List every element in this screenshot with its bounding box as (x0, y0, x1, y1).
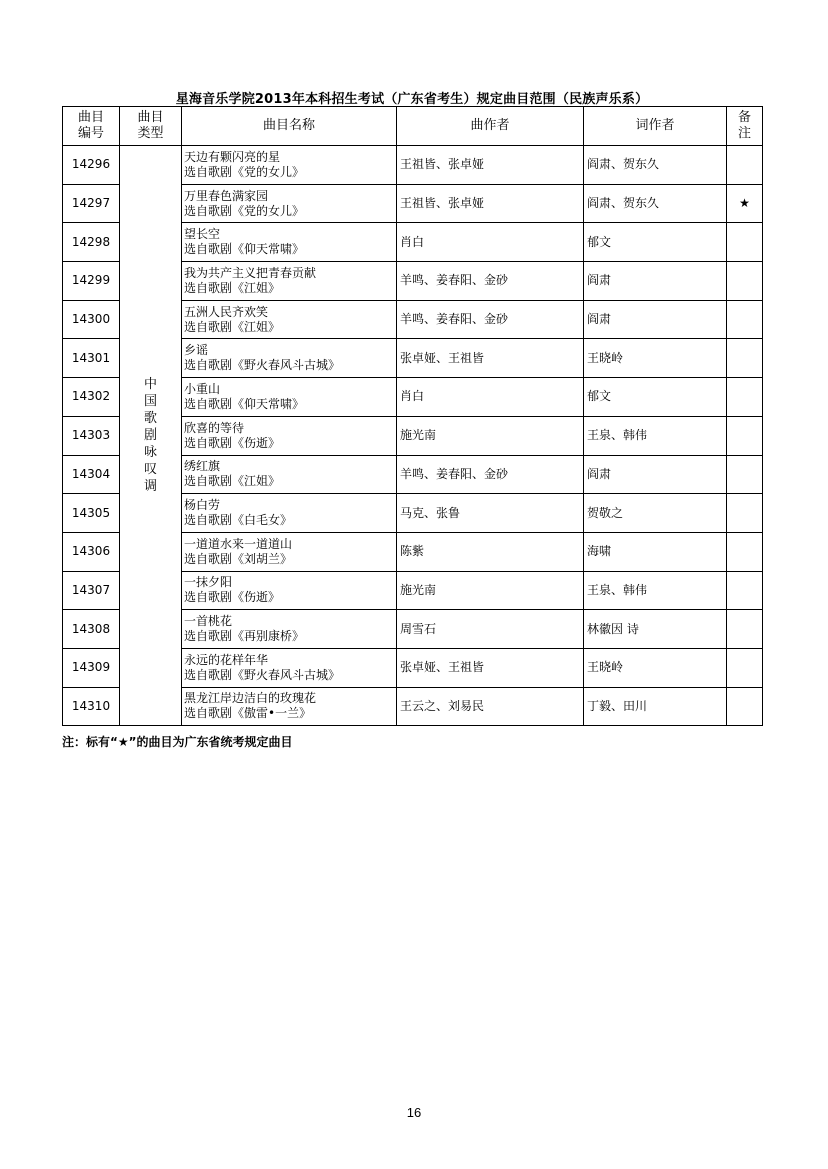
header-composer: 曲作者 (397, 107, 584, 146)
category-label: 中国歌剧咏叹调 (143, 377, 157, 495)
note-cell (727, 300, 763, 339)
song-code: 14310 (63, 687, 120, 726)
note-cell (727, 494, 763, 533)
song-source: 选自歌剧《党的女儿》 (184, 203, 305, 218)
note-cell (727, 146, 763, 185)
note-cell (727, 262, 763, 301)
song-title-cell (182, 610, 397, 649)
note-cell: ★ (727, 184, 763, 223)
song-title: 我为共产主义把青春贡献 (184, 265, 317, 280)
lyricist: 阎肃 (584, 455, 727, 494)
composer: 肖白 (397, 378, 584, 417)
song-source: 选自歌剧《傲雷•一兰》 (184, 706, 312, 721)
header-code: 曲目 编号 (63, 107, 120, 146)
note-cell (727, 648, 763, 687)
lyricist: 阎肃、贺东久 (584, 146, 727, 185)
song-title-cell (182, 300, 397, 339)
lyricist: 郁文 (584, 223, 727, 262)
song-title-cell (182, 262, 397, 301)
song-title-cell (182, 494, 397, 533)
song-title-cell (182, 146, 397, 185)
category-cell (120, 146, 182, 726)
song-code: 14309 (63, 648, 120, 687)
composer: 施光南 (397, 416, 584, 455)
header-lyricist: 词作者 (584, 107, 727, 146)
song-title: 绣红旗 (184, 459, 221, 474)
song-title-cell (182, 339, 397, 378)
note-cell (727, 378, 763, 417)
lyricist: 王泉、韩伟 (584, 571, 727, 610)
note-cell (727, 339, 763, 378)
song-source: 选自歌剧《野火春风斗古城》 (184, 667, 341, 682)
document-title: 星海音乐学院2013年本科招生考试（广东省考生）规定曲目范围（民族声乐系） (175, 92, 649, 107)
song-source: 选自歌剧《刘胡兰》 (184, 551, 293, 566)
note-cell (727, 455, 763, 494)
song-source: 选自歌剧《江姐》 (184, 319, 281, 334)
song-code: 14300 (63, 300, 120, 339)
song-source: 选自歌剧《江姐》 (184, 280, 281, 295)
lyricist: 王晓岭 (584, 648, 727, 687)
song-title: 天边有颗闪亮的星 (184, 149, 281, 164)
song-title-cell (182, 378, 397, 417)
footnote: 注：标有“★”的曲目为广东省统考规定曲目 (62, 735, 293, 749)
song-title-cell (182, 571, 397, 610)
song-source: 选自歌剧《伤逝》 (184, 435, 281, 450)
song-source: 选自歌剧《党的女儿》 (184, 164, 305, 179)
composer: 王云之、刘易民 (397, 687, 584, 726)
page-number: 16 (406, 1105, 422, 1120)
song-title-cell (182, 223, 397, 262)
lyricist: 林徽因 诗 (584, 610, 727, 649)
song-title: 一抹夕阳 (184, 575, 233, 590)
song-source: 选自歌剧《野火春风斗古城》 (184, 358, 341, 373)
lyricist: 阎肃 (584, 262, 727, 301)
song-title: 五洲人民齐欢笑 (184, 304, 269, 319)
lyricist: 王晓岭 (584, 339, 727, 378)
note-cell (727, 571, 763, 610)
composer: 羊鸣、姜春阳、金砂 (397, 262, 584, 301)
note-cell (727, 416, 763, 455)
repertoire-table (62, 106, 763, 726)
song-title: 永远的花样年华 (184, 652, 269, 667)
header-note: 备 注 (727, 107, 763, 146)
song-source: 选自歌剧《仰天常啸》 (184, 396, 305, 411)
song-code: 14302 (63, 378, 120, 417)
note-cell (727, 532, 763, 571)
song-title-cell (182, 532, 397, 571)
song-code: 14308 (63, 610, 120, 649)
song-code: 14307 (63, 571, 120, 610)
note-cell (727, 687, 763, 726)
song-title-cell (182, 687, 397, 726)
song-title: 一首桃花 (184, 614, 233, 629)
header-title: 曲目名称 (182, 107, 397, 146)
song-source: 选自歌剧《仰天常啸》 (184, 242, 305, 257)
song-title-cell (182, 455, 397, 494)
composer: 王祖皆、张卓娅 (397, 146, 584, 185)
composer: 施光南 (397, 571, 584, 610)
song-code: 14306 (63, 532, 120, 571)
song-title: 一道道水来一道道山 (184, 536, 293, 551)
song-title: 杨白劳 (184, 498, 221, 513)
note-cell (727, 223, 763, 262)
song-code: 14303 (63, 416, 120, 455)
song-source: 选自歌剧《再别康桥》 (184, 629, 305, 644)
song-code: 14299 (63, 262, 120, 301)
composer: 陈紫 (397, 532, 584, 571)
composer: 羊鸣、姜春阳、金砂 (397, 455, 584, 494)
song-source: 选自歌剧《伤逝》 (184, 590, 281, 605)
lyricist: 海啸 (584, 532, 727, 571)
song-code: 14297 (63, 184, 120, 223)
song-title-cell (182, 416, 397, 455)
composer: 马克、张鲁 (397, 494, 584, 533)
composer: 张卓娅、王祖皆 (397, 339, 584, 378)
song-code: 14305 (63, 494, 120, 533)
song-code: 14301 (63, 339, 120, 378)
song-code: 14304 (63, 455, 120, 494)
lyricist: 阎肃 (584, 300, 727, 339)
song-source: 选自歌剧《白毛女》 (184, 513, 293, 528)
composer: 肖白 (397, 223, 584, 262)
song-title: 乡谣 (184, 343, 209, 358)
composer: 张卓娅、王祖皆 (397, 648, 584, 687)
lyricist: 王泉、韩伟 (584, 416, 727, 455)
lyricist: 阎肃、贺东久 (584, 184, 727, 223)
song-code: 14298 (63, 223, 120, 262)
song-title: 欣喜的等待 (184, 420, 245, 435)
lyricist: 贺敬之 (584, 494, 727, 533)
song-title: 黑龙江岸边洁白的玫瑰花 (184, 691, 317, 706)
table-header-row (63, 107, 763, 146)
song-title-cell (182, 648, 397, 687)
song-title: 望长空 (184, 227, 221, 242)
composer: 周雪石 (397, 610, 584, 649)
song-title: 小重山 (184, 381, 221, 396)
lyricist: 郁文 (584, 378, 727, 417)
song-code: 14296 (63, 146, 120, 185)
table-row (63, 146, 763, 185)
lyricist: 丁毅、田川 (584, 687, 727, 726)
composer: 羊鸣、姜春阳、金砂 (397, 300, 584, 339)
song-title: 万里春色满家园 (184, 188, 269, 203)
note-cell (727, 610, 763, 649)
song-title-cell (182, 184, 397, 223)
header-type: 曲目 类型 (120, 107, 182, 146)
composer: 王祖皆、张卓娅 (397, 184, 584, 223)
song-source: 选自歌剧《江姐》 (184, 474, 281, 489)
